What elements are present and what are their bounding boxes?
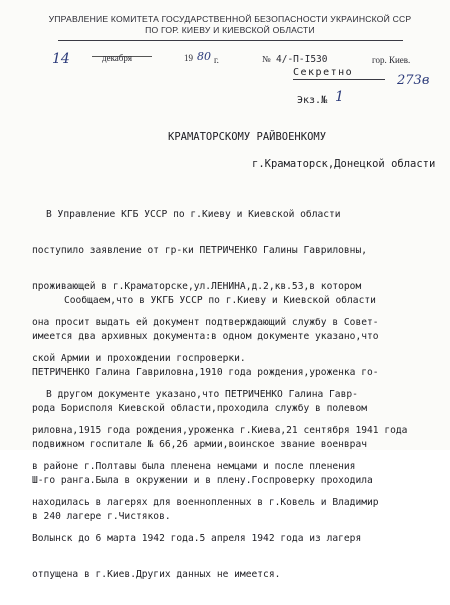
date-month: декабря bbox=[102, 53, 133, 63]
paragraph-3 bbox=[32, 365, 424, 605]
paragraph-2-line: рода Борисполя Киевской области,проходила службу в полевом bbox=[32, 403, 368, 414]
date-day: 14 bbox=[52, 51, 70, 67]
copy-label: Экз.№ bbox=[297, 95, 328, 106]
date-year-prefix: 19 bbox=[184, 53, 193, 63]
recipient: КРАМАТОРСКОМУ РАЙВОЕНКОМУ bbox=[168, 131, 327, 143]
letterhead bbox=[40, 14, 420, 36]
paragraph-2-line: ПЕТРИЧЕНКО Галина Гавриловна,1910 года рождения,уроженка го- bbox=[32, 367, 379, 378]
secret-rule bbox=[293, 79, 385, 80]
paragraph-1-line: В Управление КГБ УССР по г.Киеву и Киевской области bbox=[46, 209, 341, 220]
paragraph-2-line: в 240 лагере г.Чистяков. bbox=[32, 511, 171, 522]
paragraph-3-line: В другом документе указано,что ПЕТРИЧЕНКО Галина Гавр- bbox=[46, 389, 358, 400]
paragraph-1-line: она просит выдать ей документ подтверждающий службу в Совет- bbox=[32, 317, 379, 328]
document-number: 4/-П-I530 bbox=[276, 54, 328, 65]
copy-number: 1 bbox=[335, 89, 344, 105]
letterhead-line-1: УПРАВЛЕНИЕ КОМИТЕТА ГОСУДАРСТВЕННОЙ БЕЗОПАСНОСТИ УКРАИНСКОЙ ССР bbox=[48, 14, 412, 24]
dateline bbox=[0, 50, 450, 70]
paragraph-2-line: подвижном госпитале № 66,26 армии,воинское звание военврач bbox=[32, 439, 368, 450]
letterhead-rule bbox=[58, 40, 403, 41]
number-label: № bbox=[262, 54, 271, 64]
paragraph-3-line: риловна,1915 года рождения,уроженка г.Киева,21 сентября 1941 года bbox=[32, 425, 408, 436]
paragraph-2-line: Ш-го ранга.Была в окружении и в плену.Госпроверку проходила bbox=[32, 475, 373, 486]
date-year-suffix: 80 bbox=[197, 50, 211, 63]
paragraph-3-line: отпущена в г.Киев.Других данных не имеется. bbox=[32, 569, 281, 580]
paragraph-1-line: ской Армии и прохождении госпроверки. bbox=[32, 353, 246, 364]
paragraph-3-line: Волынск до 6 марта 1942 года.5 апреля 1942 года из лагеря bbox=[32, 533, 362, 544]
paragraph-2-line: имеется два архивных документа:в одном документе указано,что bbox=[32, 331, 379, 342]
archive-mark: 273в bbox=[397, 73, 430, 88]
place: гор. Киев. bbox=[372, 55, 411, 65]
recipient-city: г.Краматорск,Донецкой области bbox=[252, 158, 436, 170]
secret-label: Секретно bbox=[293, 67, 354, 78]
paragraph-1-line: поступило заявление от гр-ки ПЕТРИЧЕНКО Галины Гавриловны, bbox=[32, 245, 368, 256]
paragraph-1-line: проживающей в г.Краматорске,ул.ЛЕНИНА,д.2,кв.53,в котором bbox=[32, 281, 362, 292]
paragraph-3-line: находилась в лагерях для военнопленных в г.Ковель и Владимир bbox=[32, 497, 379, 508]
paragraph-3-line: в районе г.Полтавы была пленена немцами и после пленения bbox=[32, 461, 356, 472]
date-year-g: г. bbox=[214, 55, 219, 65]
letterhead-line-2: ПО ГОР. КИЕВУ И КИЕВСКОЙ ОБЛАСТИ bbox=[145, 25, 315, 35]
paragraph-2-line: Сообщаем,что в УКГБ УССР по г.Киеву и Киевской области bbox=[64, 295, 376, 306]
